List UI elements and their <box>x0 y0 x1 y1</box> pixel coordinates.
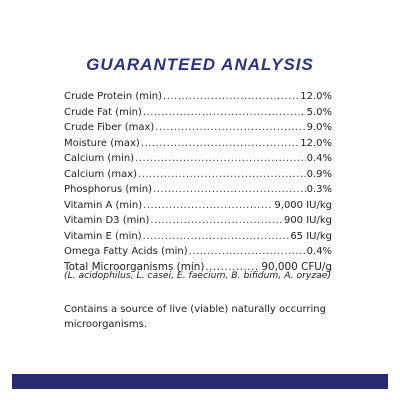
analysis-label: Crude Protein (min) <box>64 91 163 102</box>
dot-leader <box>143 105 306 121</box>
analysis-label: Calcium (min) <box>64 153 135 164</box>
analysis-label: Moisture (max) <box>64 137 140 149</box>
analysis-row <box>64 244 332 260</box>
analysis-value: 65 IU/kg <box>290 230 332 242</box>
analysis-row <box>64 182 332 198</box>
analysis-table <box>64 89 332 275</box>
analysis-row <box>64 229 332 245</box>
dot-leader <box>150 213 283 229</box>
analysis-row <box>64 89 332 105</box>
analysis-value: 12.0% <box>300 137 332 149</box>
dot-leader <box>141 136 299 152</box>
analysis-value: 9,000 IU/kg <box>274 199 332 211</box>
analysis-row <box>64 167 332 183</box>
dot-leader <box>155 120 305 136</box>
analysis-row <box>64 136 332 152</box>
footer-band <box>12 374 388 389</box>
analysis-label: Omega Fatty Acids (min) <box>64 246 188 257</box>
analysis-value: 0.3% <box>306 184 332 195</box>
total-microorganisms-value: 90,000 CFU/g <box>261 260 332 273</box>
analysis-value: 0.4% <box>306 246 332 257</box>
analysis-label: Vitamin D3 (min) <box>64 215 150 226</box>
analysis-value: 5.0% <box>306 106 332 118</box>
dot-leader <box>138 167 306 183</box>
analysis-row <box>64 105 332 121</box>
dot-leader <box>153 182 306 198</box>
dot-leader <box>189 244 306 260</box>
dot-leader <box>135 151 306 167</box>
dot-leader <box>143 229 290 245</box>
analysis-value: 900 IU/kg <box>283 215 332 226</box>
total-microorganisms-label: Total Microorganisms (min) <box>64 260 205 273</box>
analysis-label: Phosphorus (min) <box>64 184 152 195</box>
strains-note: (L. acidophilus, L. casei, E. faecium, B. bifidum, A. oryzae) <box>64 270 332 281</box>
analysis-row <box>64 120 332 136</box>
dot-leader <box>143 198 273 214</box>
analysis-value: 0.4% <box>306 153 332 164</box>
probiotic-claim: Contains a source of live (viable) naturally occurring microorganisms. <box>64 304 326 330</box>
analysis-label: Crude Fiber (max) <box>64 122 155 133</box>
analysis-row <box>64 151 332 167</box>
analysis-row <box>64 198 332 214</box>
dot-leader <box>163 89 299 105</box>
analysis-value: 9.0% <box>306 122 332 133</box>
analysis-label: Vitamin E (min) <box>64 230 142 242</box>
analysis-label: Vitamin A (min) <box>64 199 143 211</box>
analysis-row <box>64 213 332 229</box>
section-title: GUARANTEED ANALYSIS <box>86 55 314 74</box>
analysis-label: Calcium (max) <box>64 168 138 180</box>
analysis-value: 12.0% <box>300 91 332 102</box>
analysis-value: 0.9% <box>306 168 332 180</box>
analysis-label: Crude Fat (min) <box>64 106 142 118</box>
